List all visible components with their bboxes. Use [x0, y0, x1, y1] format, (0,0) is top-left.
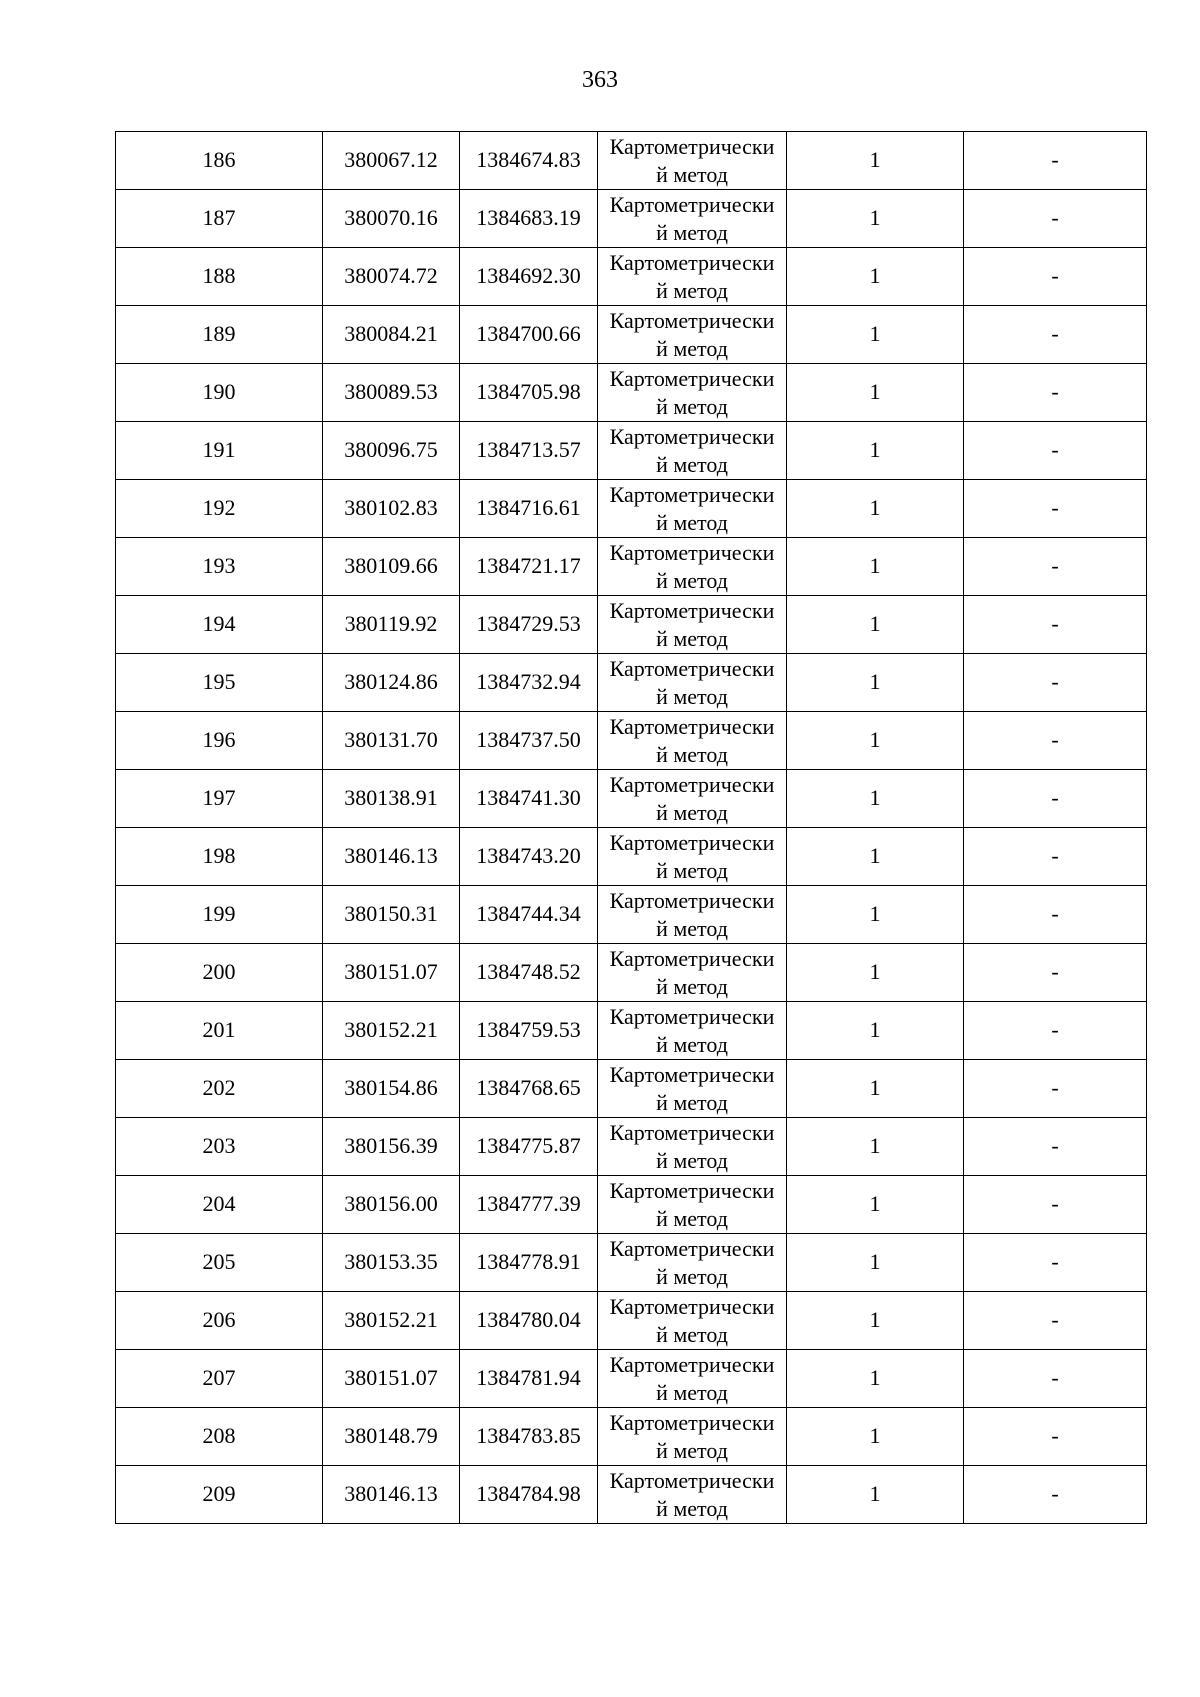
method-cell: [598, 1176, 787, 1234]
note-cell: -: [964, 248, 1147, 306]
point-number-cell: 199: [116, 886, 323, 944]
table-row: [116, 480, 1147, 538]
method-text-line2: й метод: [656, 799, 728, 825]
x-coordinate-cell: 380102.83: [323, 480, 460, 538]
method-text-line2: й метод: [656, 1263, 728, 1289]
point-number-cell: 194: [116, 596, 323, 654]
table-row: [116, 1060, 1147, 1118]
accuracy-cell: 1: [787, 248, 964, 306]
note-cell: -: [964, 712, 1147, 770]
method-cell: [598, 1118, 787, 1176]
note-cell: -: [964, 1176, 1147, 1234]
table-row: [116, 1292, 1147, 1350]
note-cell: -: [964, 596, 1147, 654]
x-coordinate-cell: 380067.12: [323, 132, 460, 190]
point-number-cell: 195: [116, 654, 323, 712]
point-number-cell: 190: [116, 364, 323, 422]
point-number-cell: 188: [116, 248, 323, 306]
x-coordinate-cell: 380152.21: [323, 1002, 460, 1060]
note-cell: -: [964, 1060, 1147, 1118]
method-text-line2: й метод: [656, 973, 728, 999]
method-text-line1: Картометрически: [609, 423, 775, 449]
x-coordinate-cell: 380156.00: [323, 1176, 460, 1234]
x-coordinate-cell: 380070.16: [323, 190, 460, 248]
y-coordinate-cell: 1384781.94: [460, 1350, 598, 1408]
method-text-line1: Картометрически: [609, 539, 775, 565]
method-cell: [598, 596, 787, 654]
table-row: [116, 1176, 1147, 1234]
note-cell: -: [964, 944, 1147, 1002]
table-row: [116, 1002, 1147, 1060]
table-row: [116, 1408, 1147, 1466]
method-text-line1: Картометрически: [609, 1409, 775, 1435]
method-text-line1: Картометрически: [609, 771, 775, 797]
method-text-line1: Картометрически: [609, 1467, 775, 1493]
x-coordinate-cell: 380074.72: [323, 248, 460, 306]
x-coordinate-cell: 380153.35: [323, 1234, 460, 1292]
method-cell: [598, 944, 787, 1002]
note-cell: -: [964, 190, 1147, 248]
x-coordinate-cell: 380109.66: [323, 538, 460, 596]
note-cell: -: [964, 1292, 1147, 1350]
method-text-line2: й метод: [656, 1089, 728, 1115]
note-cell: -: [964, 132, 1147, 190]
method-text-line1: Картометрически: [609, 1351, 775, 1377]
x-coordinate-cell: 380151.07: [323, 1350, 460, 1408]
y-coordinate-cell: 1384744.34: [460, 886, 598, 944]
point-number-cell: 201: [116, 1002, 323, 1060]
table-row: [116, 1466, 1147, 1524]
method-text-line1: Картометрически: [609, 1235, 775, 1261]
note-cell: -: [964, 1408, 1147, 1466]
method-text-line2: й метод: [656, 1147, 728, 1173]
point-number-cell: 209: [116, 1466, 323, 1524]
table-row: [116, 596, 1147, 654]
method-cell: [598, 1350, 787, 1408]
table-row: [116, 654, 1147, 712]
method-text-line2: й метод: [656, 741, 728, 767]
accuracy-cell: 1: [787, 886, 964, 944]
page-number: 363: [582, 67, 618, 93]
method-text-line1: Картометрически: [609, 829, 775, 855]
note-cell: -: [964, 538, 1147, 596]
accuracy-cell: 1: [787, 1292, 964, 1350]
accuracy-cell: 1: [787, 770, 964, 828]
method-cell: [598, 248, 787, 306]
table-row: [116, 886, 1147, 944]
accuracy-cell: 1: [787, 944, 964, 1002]
accuracy-cell: 1: [787, 190, 964, 248]
point-number-cell: 196: [116, 712, 323, 770]
method-text-line2: й метод: [656, 219, 728, 245]
note-cell: -: [964, 1466, 1147, 1524]
y-coordinate-cell: 1384683.19: [460, 190, 598, 248]
method-cell: [598, 364, 787, 422]
point-number-cell: 192: [116, 480, 323, 538]
note-cell: -: [964, 1002, 1147, 1060]
y-coordinate-cell: 1384783.85: [460, 1408, 598, 1466]
point-number-cell: 198: [116, 828, 323, 886]
method-text-line1: Картометрически: [609, 713, 775, 739]
y-coordinate-cell: 1384768.65: [460, 1060, 598, 1118]
method-text-line2: й метод: [656, 1321, 728, 1347]
accuracy-cell: 1: [787, 1176, 964, 1234]
accuracy-cell: 1: [787, 422, 964, 480]
method-text-line2: й метод: [656, 1031, 728, 1057]
y-coordinate-cell: 1384775.87: [460, 1118, 598, 1176]
method-text-line2: й метод: [656, 625, 728, 651]
accuracy-cell: 1: [787, 480, 964, 538]
point-number-cell: 205: [116, 1234, 323, 1292]
point-number-cell: 187: [116, 190, 323, 248]
method-cell: [598, 538, 787, 596]
x-coordinate-cell: 380124.86: [323, 654, 460, 712]
method-text-line1: Картометрически: [609, 481, 775, 507]
x-coordinate-cell: 380150.31: [323, 886, 460, 944]
point-number-cell: 204: [116, 1176, 323, 1234]
x-coordinate-cell: 380131.70: [323, 712, 460, 770]
method-text-line2: й метод: [656, 1495, 728, 1521]
accuracy-cell: 1: [787, 712, 964, 770]
y-coordinate-cell: 1384729.53: [460, 596, 598, 654]
table-row: [116, 712, 1147, 770]
method-text-line2: й метод: [656, 915, 728, 941]
table-row: [116, 364, 1147, 422]
method-text-line1: Картометрически: [609, 191, 775, 217]
note-cell: -: [964, 886, 1147, 944]
method-text-line1: Картометрически: [609, 365, 775, 391]
note-cell: -: [964, 422, 1147, 480]
x-coordinate-cell: 380151.07: [323, 944, 460, 1002]
point-number-cell: 202: [116, 1060, 323, 1118]
note-cell: -: [964, 1118, 1147, 1176]
table-row: [116, 306, 1147, 364]
accuracy-cell: 1: [787, 132, 964, 190]
point-number-cell: 203: [116, 1118, 323, 1176]
y-coordinate-cell: 1384732.94: [460, 654, 598, 712]
y-coordinate-cell: 1384743.20: [460, 828, 598, 886]
method-text-line1: Картометрически: [609, 1177, 775, 1203]
method-cell: [598, 1292, 787, 1350]
method-cell: [598, 1234, 787, 1292]
accuracy-cell: 1: [787, 1350, 964, 1408]
y-coordinate-cell: 1384759.53: [460, 1002, 598, 1060]
x-coordinate-cell: 380119.92: [323, 596, 460, 654]
point-number-cell: 207: [116, 1350, 323, 1408]
table-row: [116, 190, 1147, 248]
method-cell: [598, 770, 787, 828]
table-row: [116, 248, 1147, 306]
table-row: [116, 1350, 1147, 1408]
y-coordinate-cell: 1384700.66: [460, 306, 598, 364]
method-cell: [598, 306, 787, 364]
point-number-cell: 191: [116, 422, 323, 480]
method-text-line2: й метод: [656, 1205, 728, 1231]
table-row: [116, 770, 1147, 828]
method-text-line1: Картометрически: [609, 597, 775, 623]
table-row: [116, 1118, 1147, 1176]
point-number-cell: 206: [116, 1292, 323, 1350]
method-text-line2: й метод: [656, 277, 728, 303]
y-coordinate-cell: 1384748.52: [460, 944, 598, 1002]
table-row: [116, 538, 1147, 596]
note-cell: -: [964, 770, 1147, 828]
y-coordinate-cell: 1384777.39: [460, 1176, 598, 1234]
x-coordinate-cell: 380089.53: [323, 364, 460, 422]
table-row: [116, 828, 1147, 886]
note-cell: -: [964, 364, 1147, 422]
note-cell: -: [964, 306, 1147, 364]
note-cell: -: [964, 1350, 1147, 1408]
method-text-line1: Картометрически: [609, 1293, 775, 1319]
accuracy-cell: 1: [787, 538, 964, 596]
coordinates-table-body: [116, 132, 1147, 1524]
y-coordinate-cell: 1384692.30: [460, 248, 598, 306]
y-coordinate-cell: 1384741.30: [460, 770, 598, 828]
method-text-line1: Картометрически: [609, 1119, 775, 1145]
accuracy-cell: 1: [787, 1466, 964, 1524]
method-text-line1: Картометрически: [609, 655, 775, 681]
accuracy-cell: 1: [787, 1118, 964, 1176]
table-row: [116, 132, 1147, 190]
point-number-cell: 208: [116, 1408, 323, 1466]
accuracy-cell: 1: [787, 364, 964, 422]
method-text-line1: Картометрически: [609, 133, 775, 159]
method-cell: [598, 1002, 787, 1060]
method-text-line2: й метод: [656, 335, 728, 361]
point-number-cell: 189: [116, 306, 323, 364]
method-text-line2: й метод: [656, 857, 728, 883]
accuracy-cell: 1: [787, 654, 964, 712]
method-cell: [598, 480, 787, 538]
y-coordinate-cell: 1384716.61: [460, 480, 598, 538]
note-cell: -: [964, 654, 1147, 712]
method-text-line2: й метод: [656, 393, 728, 419]
method-text-line2: й метод: [656, 567, 728, 593]
x-coordinate-cell: 380146.13: [323, 1466, 460, 1524]
method-text-line1: Картометрически: [609, 249, 775, 275]
method-text-line1: Картометрически: [609, 887, 775, 913]
x-coordinate-cell: 380138.91: [323, 770, 460, 828]
x-coordinate-cell: 380156.39: [323, 1118, 460, 1176]
x-coordinate-cell: 380096.75: [323, 422, 460, 480]
method-cell: [598, 1060, 787, 1118]
x-coordinate-cell: 380084.21: [323, 306, 460, 364]
method-text-line2: й метод: [656, 1437, 728, 1463]
table-row: [116, 422, 1147, 480]
point-number-cell: 197: [116, 770, 323, 828]
method-cell: [598, 828, 787, 886]
x-coordinate-cell: 380152.21: [323, 1292, 460, 1350]
note-cell: -: [964, 828, 1147, 886]
y-coordinate-cell: 1384778.91: [460, 1234, 598, 1292]
accuracy-cell: 1: [787, 306, 964, 364]
method-cell: [598, 1466, 787, 1524]
method-text-line2: й метод: [656, 683, 728, 709]
y-coordinate-cell: 1384705.98: [460, 364, 598, 422]
method-text-line1: Картометрически: [609, 1003, 775, 1029]
method-cell: [598, 886, 787, 944]
coordinates-table: [115, 131, 1147, 1524]
point-number-cell: 193: [116, 538, 323, 596]
point-number-cell: 200: [116, 944, 323, 1002]
x-coordinate-cell: 380154.86: [323, 1060, 460, 1118]
accuracy-cell: 1: [787, 1234, 964, 1292]
table-row: [116, 944, 1147, 1002]
accuracy-cell: 1: [787, 596, 964, 654]
accuracy-cell: 1: [787, 1060, 964, 1118]
note-cell: -: [964, 1234, 1147, 1292]
y-coordinate-cell: 1384721.17: [460, 538, 598, 596]
x-coordinate-cell: 380148.79: [323, 1408, 460, 1466]
method-cell: [598, 712, 787, 770]
note-cell: -: [964, 480, 1147, 538]
y-coordinate-cell: 1384674.83: [460, 132, 598, 190]
y-coordinate-cell: 1384737.50: [460, 712, 598, 770]
method-text-line1: Картометрически: [609, 1061, 775, 1087]
y-coordinate-cell: 1384784.98: [460, 1466, 598, 1524]
accuracy-cell: 1: [787, 828, 964, 886]
method-cell: [598, 422, 787, 480]
method-cell: [598, 654, 787, 712]
method-text-line2: й метод: [656, 1379, 728, 1405]
y-coordinate-cell: 1384713.57: [460, 422, 598, 480]
method-cell: [598, 132, 787, 190]
method-cell: [598, 1408, 787, 1466]
x-coordinate-cell: 380146.13: [323, 828, 460, 886]
method-text-line2: й метод: [656, 161, 728, 187]
method-text-line1: Картометрически: [609, 945, 775, 971]
y-coordinate-cell: 1384780.04: [460, 1292, 598, 1350]
accuracy-cell: 1: [787, 1408, 964, 1466]
point-number-cell: 186: [116, 132, 323, 190]
method-text-line2: й метод: [656, 509, 728, 535]
accuracy-cell: 1: [787, 1002, 964, 1060]
method-cell: [598, 190, 787, 248]
method-text-line2: й метод: [656, 451, 728, 477]
method-text-line1: Картометрически: [609, 307, 775, 333]
table-row: [116, 1234, 1147, 1292]
